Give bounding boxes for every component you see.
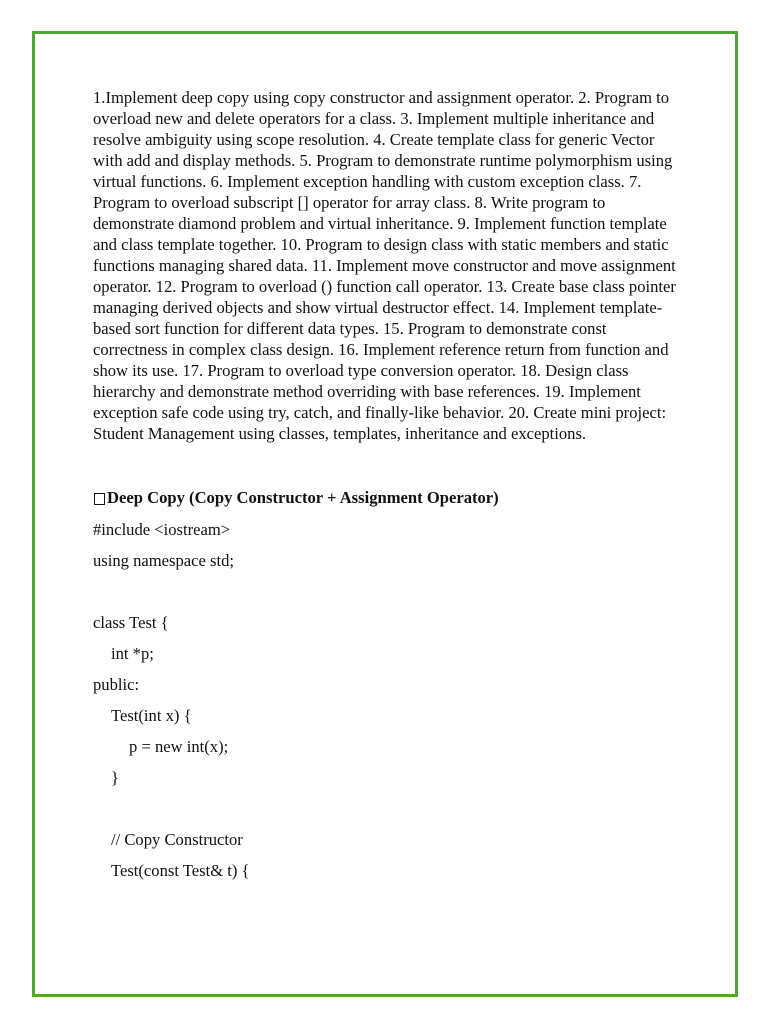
missing-glyph-icon	[94, 493, 105, 505]
code-block	[93, 519, 678, 891]
section-heading-text: Deep Copy (Copy Constructor + Assignment Operator)	[107, 488, 499, 507]
code-line: class Test {	[93, 613, 169, 632]
code-blank-line	[93, 798, 678, 829]
code-line: #include <iostream>	[93, 520, 231, 539]
code-line: p = new int(x);	[129, 737, 229, 756]
intro-paragraph: 1.Implement deep copy using copy constructor and assignment operator. 2. Program to overload new and delete operators for a class. 3. Implement multiple inheritance and resolve ambiguity using scope resolution. 4. Create template class for generic Vector with add and display methods. 5. Program to demonstrate runtime polymorphism using virtual functions. 6. Implement exception handling with custom exception class. 7. Program to overload subscript [] operator for array class. 8. Write program to demonstrate diamond problem and virtual inheritance. 9. Implement function template and class template together. 10. Program to design class with static members and static functions managing shared data. 11. Implement move constructor and move assignment operator. 12. Program to overload () function call operator. 13. Create base class pointer managing derived objects and show virtual destructor effect. 14. Implement template-based sort function for different data types. 15. Program to demonstrate const correctness in complex class design. 16. Implement reference return from function and show its use. 17. Program to overload type conversion operator. 18. Design class hierarchy and demonstrate method overriding with base references. 19. Implement exception safe code using try, catch, and finally-like behavior. 20. Create mini project: Student Management using classes, templates, inheritance and exceptions.	[93, 88, 676, 443]
code-line: // Copy Constructor	[111, 830, 243, 849]
code-line: public:	[93, 675, 140, 694]
code-blank-line	[93, 581, 678, 612]
code-line: int *p;	[111, 644, 154, 663]
code-line: }	[111, 768, 119, 787]
code-line: Test(int x) {	[111, 706, 192, 725]
section-heading	[93, 487, 678, 508]
code-line: using namespace std;	[93, 551, 235, 570]
code-line: Test(const Test& t) {	[111, 861, 250, 880]
document-content	[93, 87, 678, 891]
